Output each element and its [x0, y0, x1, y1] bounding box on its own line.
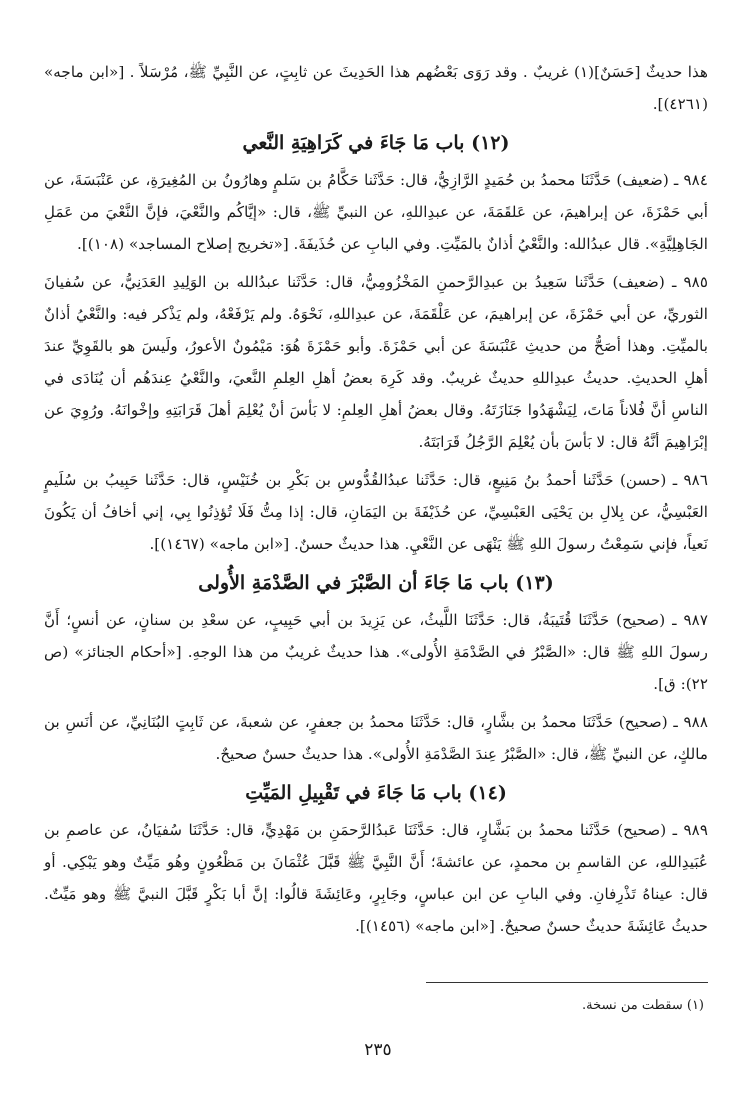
- page-number: ٢٣٥: [364, 1040, 392, 1060]
- chapter-heading-14: (١٤) باب مَا جَاءَ في تَقْبِيلِ المَيِّتِ: [245, 782, 507, 804]
- footnote-divider: [426, 982, 708, 983]
- hadith-986: ٩٨٦ ـ (حسن) حَدَّثَنا أحمدُ بنُ مَنِيعٍ، قال: حَدَّثَنا عبدُالقُدُّوسِ بن بَكْرِ بن خُنَيْسٍ، قال: حَدَّثَنا حَبِيبُ بن سُلَيمٍ العَبْسِيُّ، عن بِلالِ بن يَحْيَى العَبْسِيِّ، عن حُذَيْفَةَ بن اليَمَانِ، قال: إذا مِتُّ فَلَا تُؤذِنُوا بِي، إني أخافُ أن يَكُونَ نَعياً، فإني سَمِعْتُ رسولَ اللهِ ﷺ يَنْهَى عن النَّعْيِ. هذا حديثٌ حسنٌ. [«ابن ماجه» (١٤٦٧)].: [44, 471, 708, 553]
- hadith-985: ٩٨٥ ـ (ضعيف) حَدَّثَنا سَعِيدُ بن عبدِالرَّحمنِ المَخْزُومِيُّ، قال: حَدَّثَنا عبدُالله بن الوَلِيدِ العَدَنِيُّ، عن سُفيانَ الثوريِّ، عن أبي حَمْزَةَ، عن إبراهيمَ، عن عَلْقَمَةَ، عن عبدِاللهِ، نَحْوَهُ. ولم يَرْفَعْهُ، ولم يَذْكر فيه: والنَّعْيُ أذانٌ بالميِّتِ. وهذا أصَحُّ من حديثِ عَنْبَسَةَ عن أبي حَمْزَةَ. وأبو حَمْزَةَ هُوَ: مَيْمُونٌ الأعورُ، ولَيسَ هو بالقَوِيِّ عندَ أهلِ الحديثِ. حديثُ عبدِاللهِ حديثٌ غريبٌ. وقد كَرِهَ بعضُ أهلِ العِلمِ النَّعيَ، والنَّعْيُ عِندَهُم أن يُنَادَى في الناسِ أنَّ فُلاناً مَاتَ، لِيَشْهَدُوا جَنَازَتَهُ. وقال بعضُ أهلِ العِلمِ: لا بَأسَ أنْ يُعْلِمَ أهلَ قَرَابَتِهِ وإخْوانَهُ. ورُوِيَ عن إبْرَاهِيمَ أنَّهُ قال: لا بَأسَ بأن يُعْلِمَ الرَّجُلُ قَرَابَتَهُ.: [44, 273, 708, 451]
- hadith-984: ٩٨٤ ـ (ضعيف) حَدَّثَنَا محمدُ بن حُمَيدٍ الرَّازِيُّ، قال: حَدَّثَنا حَكَّامُ بن سَلمٍ وهارُونُ بن المُغِيرَةِ، عن عَنْبَسَةَ، عن أبي حَمْزَةَ، عن إبراهيمَ، عن عَلقَمَةَ، عن عبدِاللهِ، عن النبيِّ ﷺ، قال: «إيَّاكُم والنَّعْيَ، فإنَّ النَّعْيَ من عَمَلِ الجَاهِلِيَّةِ». قال عبدُالله: والنَّعْيُ أذانٌ بالمَيِّتِ. وفي البابِ عن حُذَيفَةَ. [«تخريج إصلاح المساجد» (١٠٨)].: [44, 171, 708, 253]
- hadith-988: ٩٨٨ ـ (صحيح) حَدَّثَنَا محمدُ بن بشَّارٍ، قال: حَدَّثَنَا محمدُ بن جعفرٍ، عن شعبةَ، عن ثَابِتٍ البُنَانِيِّ، عن أنَسِ بن مالكٍ، عن النبيِّ ﷺ، قال: «الصَّبْرُ عِندَ الصَّدْمَةِ الأُولى». هذا حديثٌ حسنٌ صحيحٌ.: [44, 713, 708, 763]
- chapter-heading-12: (١٢) باب مَا جَاءَ في كَرَاهِيَةِ النَّعي: [242, 132, 510, 154]
- paragraph-intro: هذا حديثٌ [حَسَنٌ](١) غريبٌ . وقد رَوَى بَعْضُهم هذا الحَدِيثَ عن ثابِتٍ، عن النَّبِيِّ ﷺ، مُرْسَلاً . [«ابن ماجه» (٤٢٦١)].: [44, 63, 708, 113]
- hadith-989: ٩٨٩ ـ (صحيح) حَدَّثَنا محمدُ بن بَشَّارٍ، قال: حَدَّثَنَا عَبدُالرَّحمَنِ بن مَهْدِيٍّ، قال: حَدَّثَنَا سُفيَانُ، عن عاصمِ بن عُبَيدِاللهِ، عن القاسمِ بن محمدٍ، عن عائشةَ؛ أَنَّ النَّبِيَّ ﷺ قَبَّلَ عُثْمَانَ بن مَظْعُونٍ وهُو مَيِّتٌ وهو يَبْكِي. أو قال: عيناهُ تَذْرِفانِ. وفي البابِ عن ابن عباسٍ، وجَابِرٍ، وعَائِشَةَ قالُوا: إنَّ أبا بَكْرٍ قَبَّلَ النبيَّ ﷺ وهو مَيِّتٌ. حديثُ عَائِشَةَ حديثٌ حسنٌ صحيحٌ. [«ابن ماجه» (١٤٥٦)].: [44, 821, 708, 935]
- hadith-987: ٩٨٧ ـ (صحيح) حَدَّثَنَا قُتَيبَةُ، قال: حَدَّثَنَا اللَّيثُ، عن يَزِيدَ بن أبي حَبِيبٍ، عن سعْدِ بن سنانٍ، عن أنسٍ؛ أَنَّ رسولَ اللهِ ﷺ قال: «الصَّبْرُ في الصَّدْمَةِ الأُولى». هذا حديثٌ غريبٌ من هذا الوجهِ. [«أحكام الجنائز» (ص ٢٢): ق].: [44, 611, 708, 693]
- chapter-heading-13: (١٣) باب مَا جَاءَ أن الصَّبْرَ في الصَّدْمَةِ الأُولى: [198, 572, 554, 594]
- footnote: (١) سقطت من نسخة.: [582, 998, 704, 1013]
